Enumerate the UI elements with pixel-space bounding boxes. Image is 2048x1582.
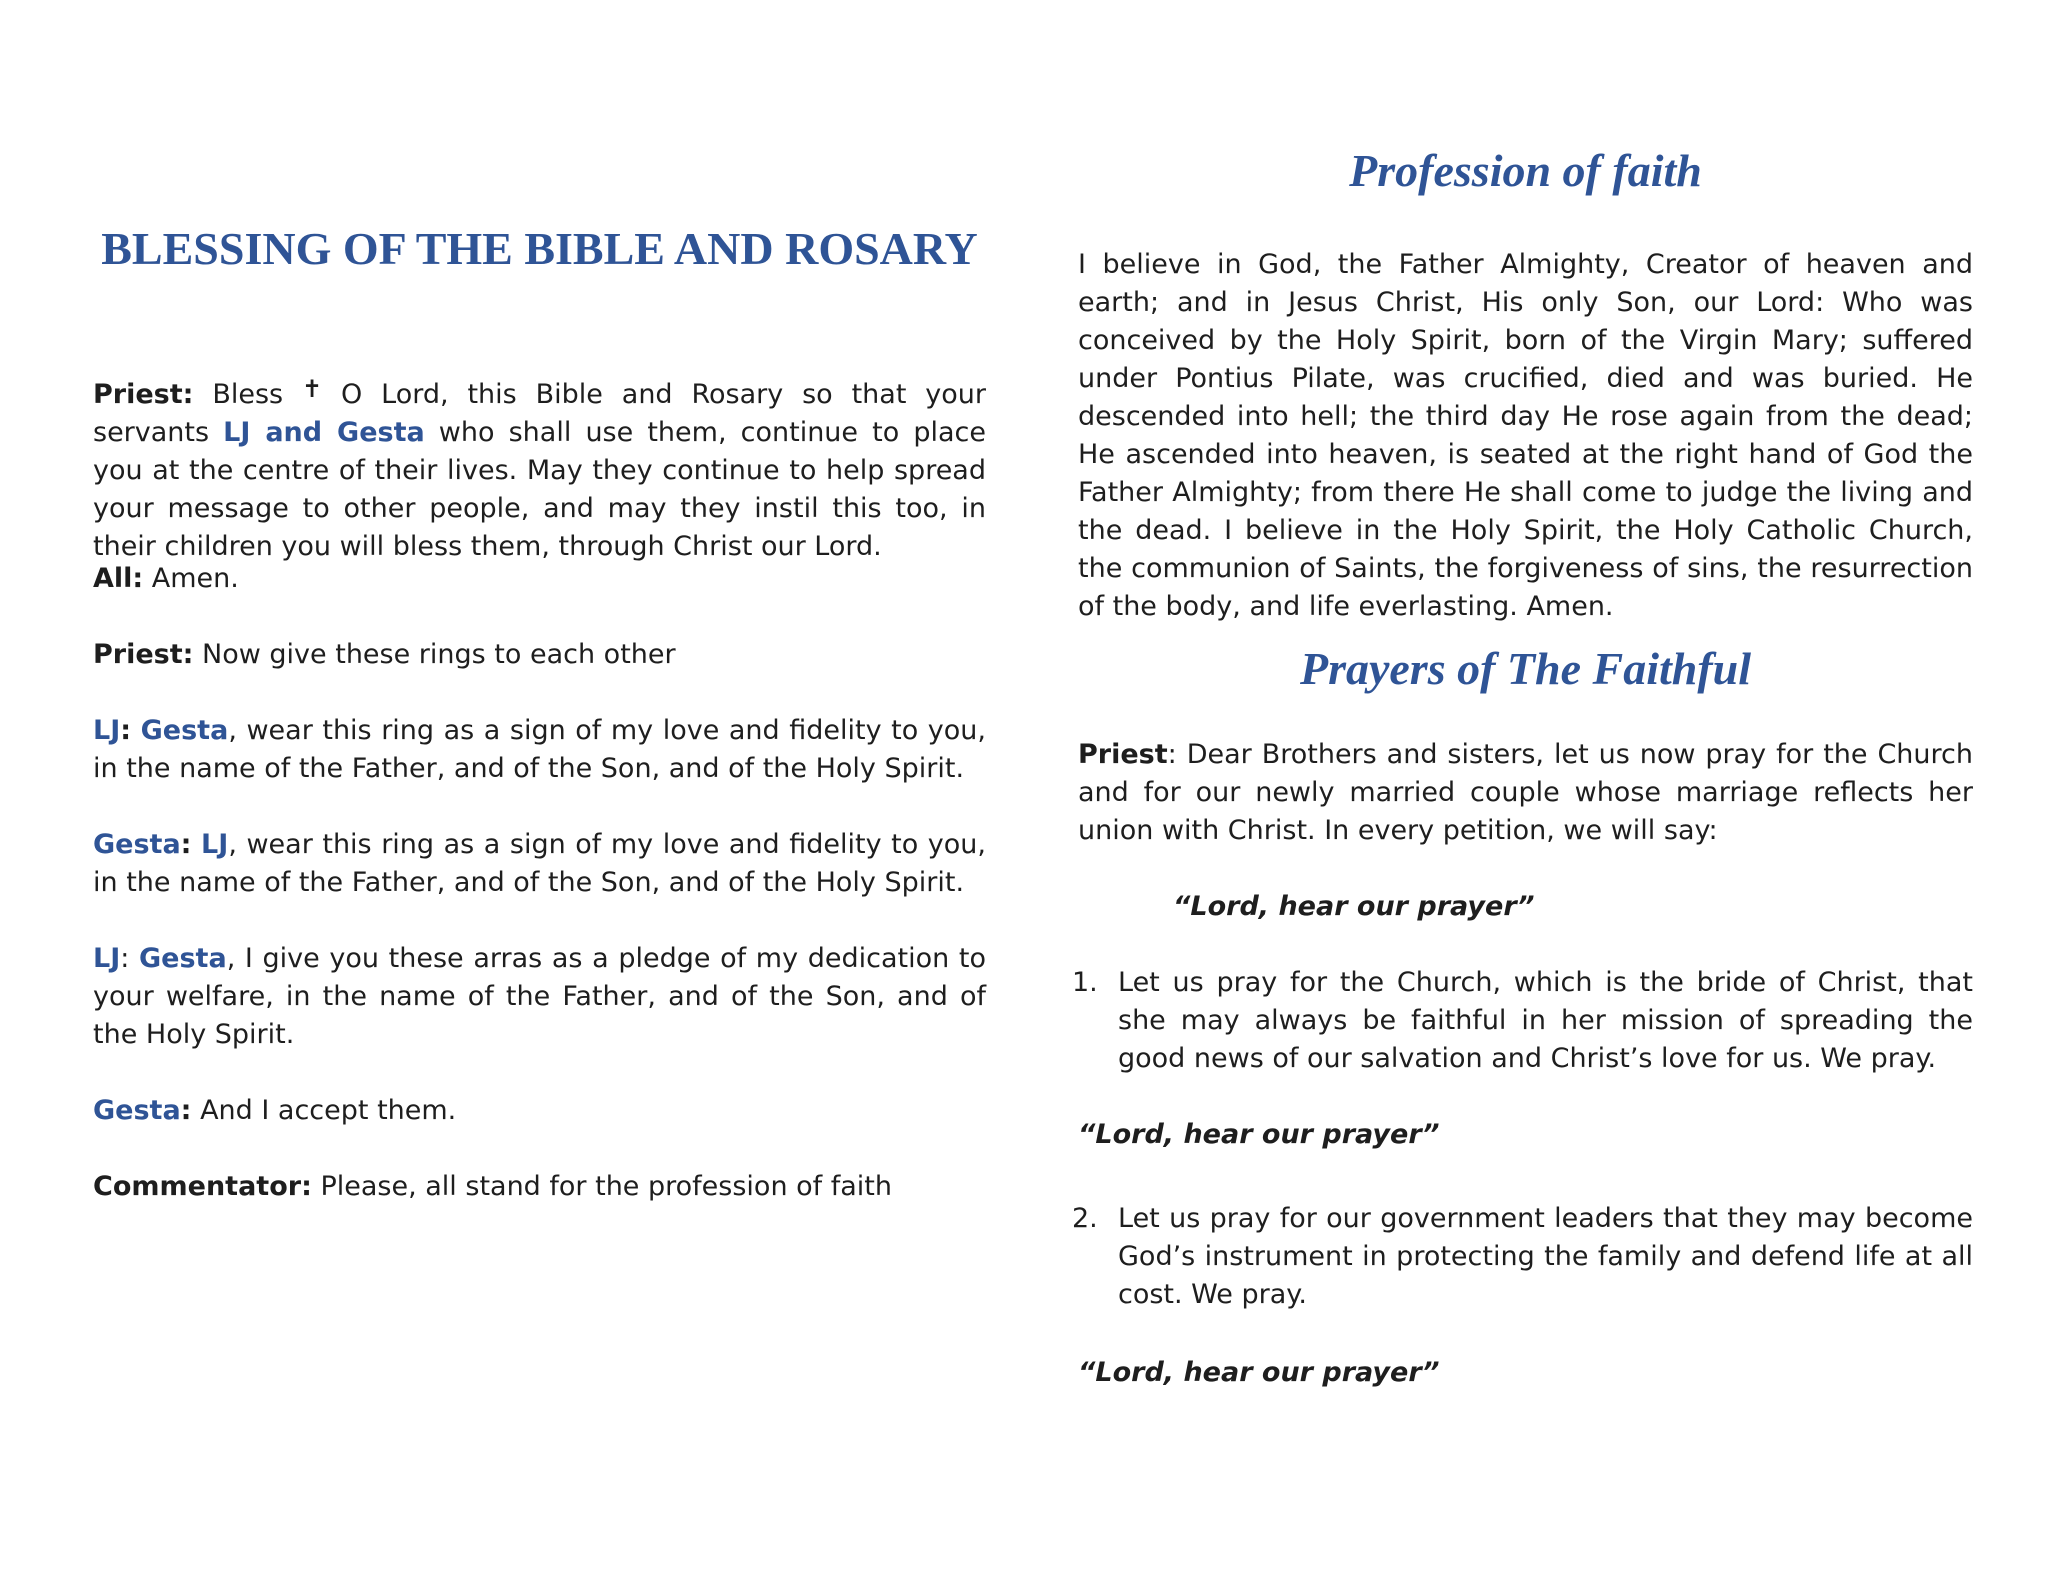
speaker-name: Gesta bbox=[93, 1095, 181, 1126]
speaker-label: Priest: bbox=[93, 379, 194, 410]
instruction-text: Now give these rings to each other bbox=[193, 639, 676, 670]
petition-number: 1. bbox=[1072, 967, 1098, 998]
speaker-label: Commentator: bbox=[93, 1171, 312, 1202]
colon: : bbox=[120, 715, 132, 746]
profession-heading: Profession of faith bbox=[1349, 145, 1702, 196]
prayers-heading: Prayers of The Faithful bbox=[1299, 643, 1752, 694]
arras-paragraph bbox=[93, 940, 986, 1054]
petition-text: Let us pray for the Church, which is the bride of Christ, that she may always be faithful in her mission of spreading the good news of our salvation and Christ’s love for us. We pray. bbox=[1118, 967, 1973, 1074]
prayers-intro bbox=[1078, 736, 1973, 850]
response-line: “Lord, hear our prayer” bbox=[1173, 891, 1535, 922]
vow-paragraph bbox=[93, 712, 986, 788]
response-line: “Lord, hear our prayer” bbox=[1078, 1119, 1440, 1150]
intro-text: : Dear Brothers and sisters, let us now pray for the Church and for our newly married couple whose marriage reflects her union with Christ. In every petition, we will say: bbox=[1078, 739, 1973, 846]
petition-text: Let us pray for our government leaders that they may become God’s instrument in protecting the family and defend life at all cost. We pray. bbox=[1118, 1203, 1973, 1310]
speaker-label: Priest bbox=[1078, 739, 1168, 770]
colon: : bbox=[180, 829, 192, 860]
speaker-name: LJ bbox=[93, 715, 121, 746]
response-line: “Lord, hear our prayer” bbox=[1078, 1357, 1440, 1388]
page-title: BLESSING OF THE BIBLE AND ROSARY bbox=[101, 223, 978, 274]
addressee-name: LJ bbox=[201, 829, 229, 860]
cross-icon: ✝ bbox=[302, 375, 323, 403]
vow-text: , wear this ring as a sign of my love and fidelity to you, in the name of the Father, and of the Son, and of the Holy Spirit. bbox=[93, 715, 986, 784]
blessing-text: Bless bbox=[193, 379, 302, 410]
commentator-paragraph bbox=[93, 1168, 986, 1206]
couple-names: LJ and Gesta bbox=[223, 417, 425, 448]
addressee-name: Gesta bbox=[139, 943, 227, 974]
petition-number: 2. bbox=[1072, 1203, 1098, 1234]
speaker-label: Priest: bbox=[93, 639, 194, 670]
accept-paragraph bbox=[93, 1092, 986, 1130]
all-response bbox=[93, 560, 986, 598]
response-text: Amen. bbox=[143, 563, 239, 594]
vow-text: , wear this ring as a sign of my love and fidelity to you, in the name of the Father, and of the Son, and of the Holy Spirit. bbox=[93, 829, 986, 898]
blessing-paragraph bbox=[93, 370, 986, 566]
petition-item bbox=[1072, 1200, 1973, 1314]
creed-paragraph: I believe in God, the Father Almighty, Creator of heaven and earth; and in Jesus Christ, His only Son, our Lord: Who was conceived by the Holy Spirit, born of the Virgin Mary; suffered under Pontius Pilate, was crucified, died and was buried. He descended into hell; the third day He rose again from the dead; He ascended into heaven, is seated at the right hand of God the Father Almighty; from there He shall come to judge the living and the dead. I believe in the Holy Spirit, the Holy Catholic Church, the communion of Saints, the forgiveness of sins, the resurrection of the body, and life everlasting. Amen. bbox=[1078, 249, 1973, 622]
arras-text: , I give you these arras as a pledge of my dedication to your welfare, in the name of the Father, and of the Son, and of the Holy Spirit. bbox=[93, 943, 986, 1050]
commentator-text: Please, all stand for the profession of faith bbox=[311, 1171, 892, 1202]
speaker-name: Gesta bbox=[93, 829, 181, 860]
speaker-name: LJ bbox=[93, 943, 121, 974]
colon: : bbox=[120, 943, 140, 974]
blessing-text: who shall use them, continue to place you at the centre of their lives. May they continue to help spread your message to other people, and may they instil this too, in their children you will bless them, through Christ our Lord. bbox=[93, 417, 986, 562]
petition-item bbox=[1072, 964, 1973, 1078]
addressee-name: Gesta bbox=[140, 715, 229, 746]
rings-instruction bbox=[93, 636, 986, 674]
accept-text: And I accept them. bbox=[191, 1095, 457, 1126]
vow-paragraph bbox=[93, 826, 986, 902]
colon: : bbox=[180, 1095, 192, 1126]
speaker-label: All: bbox=[93, 563, 144, 594]
blessing-text: O Lord, this Bible and Rosary so that your servants bbox=[93, 379, 986, 448]
